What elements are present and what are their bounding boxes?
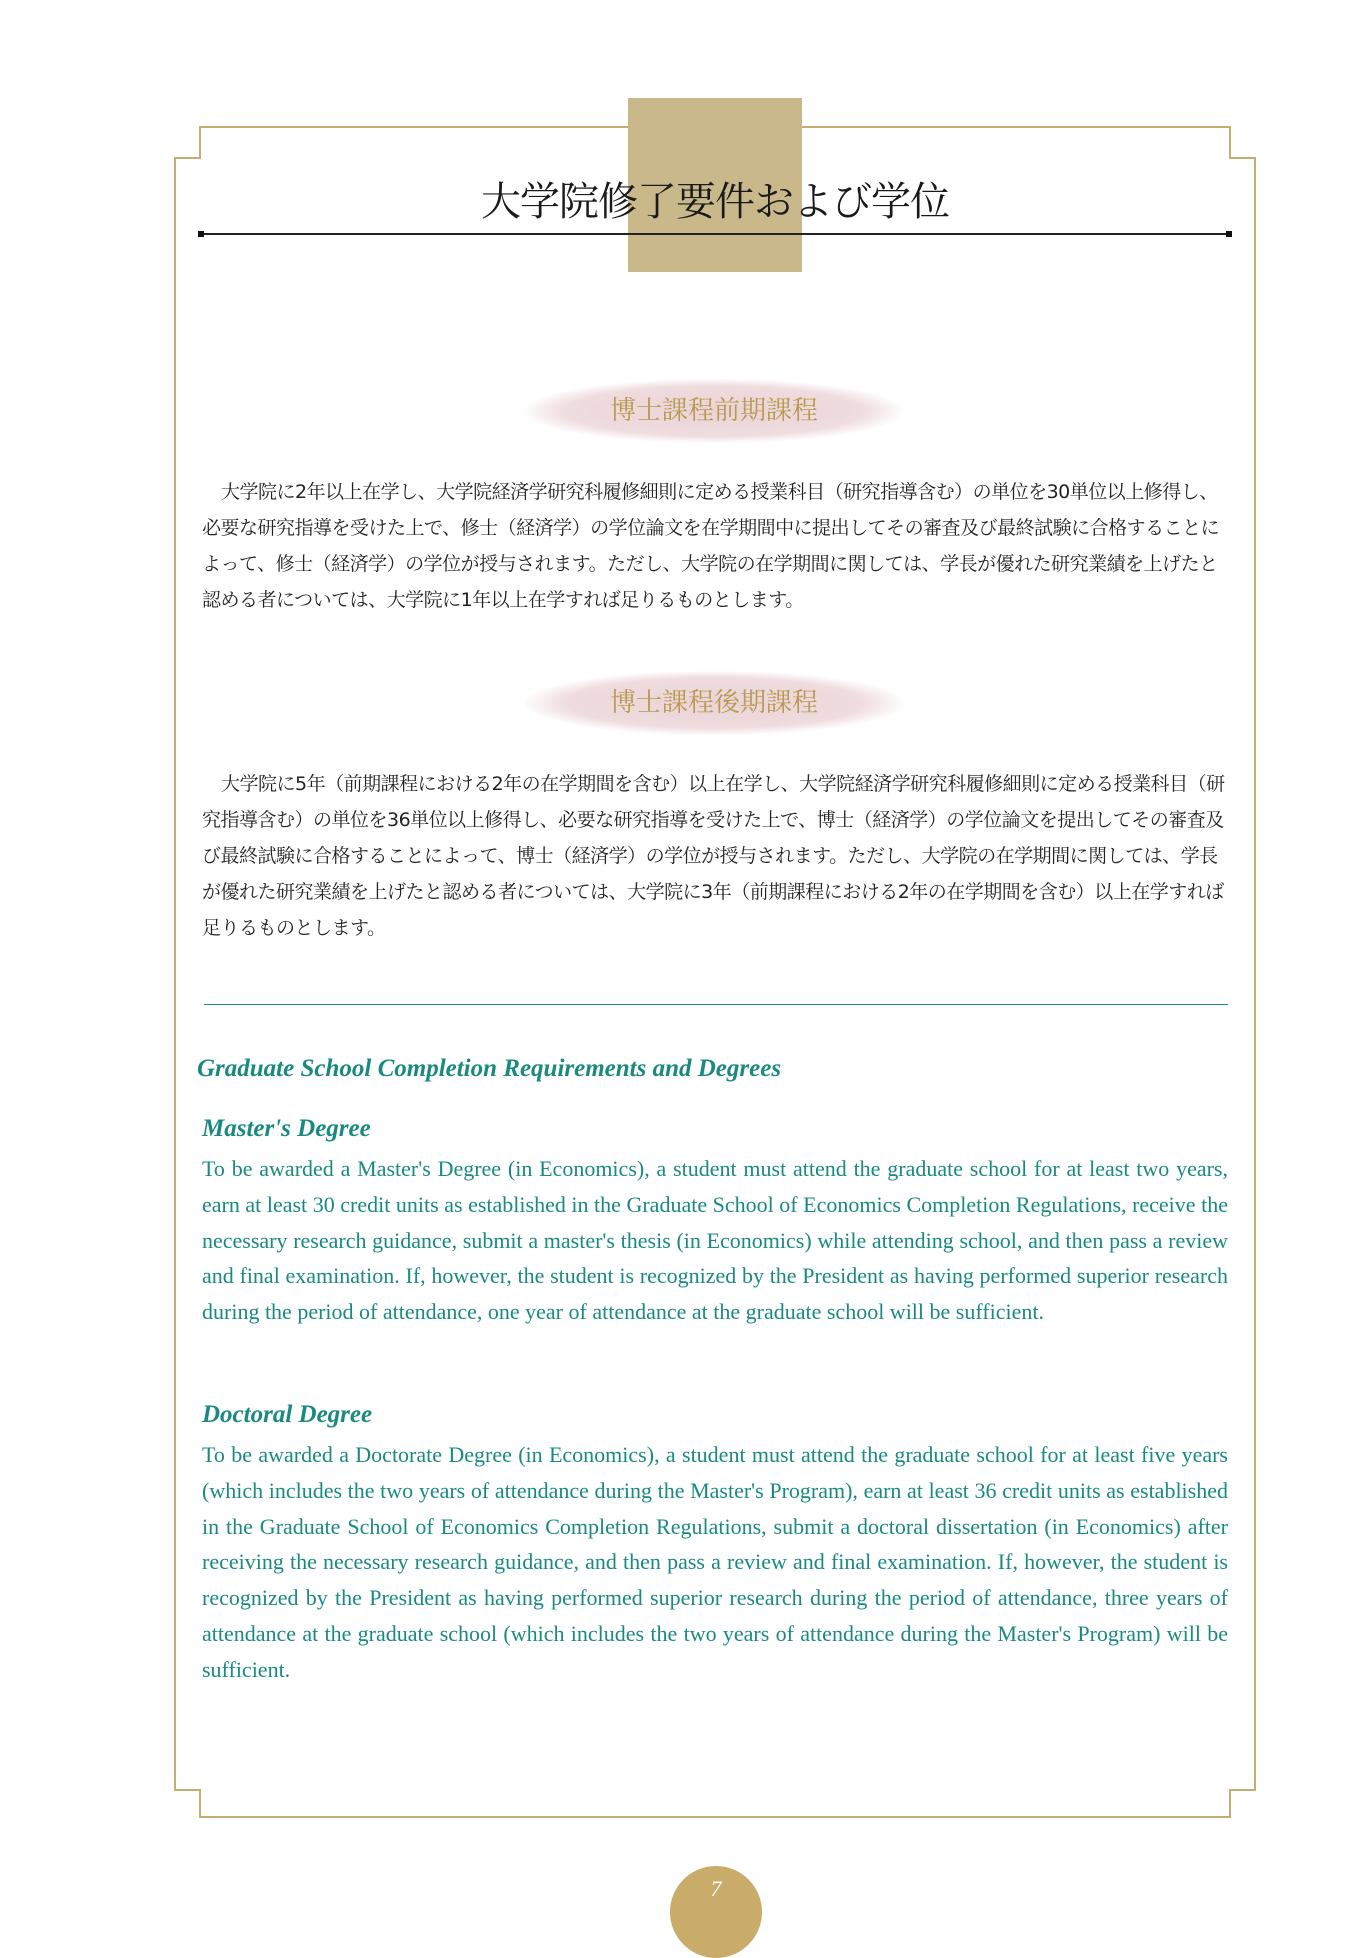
title-underline [200,233,1230,235]
masters-degree-heading: Master's Degree [202,1115,371,1142]
paragraph-doctoral-jp: 大学院に5年（前期課程における2年の在学期間を含む）以上在学し、大学院経済学研究科履修細則に定める授業科目（研究指導含む）の単位を36単位以上修得し、必要な研究指導を受けた上で、博士（経済学）の学位論文を提出してその審査及び最終試験に合格することによって、博士（経済学）の学位が授与されます。ただし、大学院の在学期間に関しては、学長が優れた研究業績を上げたと認める者については、大学院に3年（前期課程における2年の在学期間を含む）以上在学すれば足りるものとします。 [202,773,1225,939]
section-divider [204,1004,1228,1005]
paragraph-masters-jp: 大学院に2年以上在学し、大学院経済学研究科履修細則に定める授業科目（研究指導含む）の単位を30単位以上修得し、必要な研究指導を受けた上で、修士（経済学）の学位論文を在学期間中に提出してその審査及び最終試験に合格することによって、修士（経済学）の学位が授与されます。ただし、大学院の在学期間に関しては、学長が優れた研究業績を上げたと認める者については、大学院に1年以上在学すれば足りるものとします。 [202,481,1220,611]
english-section-title: Graduate School Completion Requirements and Degrees [197,1055,782,1082]
section-heading-doctoral-jp: 博士課程後期課程 [524,671,904,735]
doctoral-degree-heading: Doctoral Degree [202,1401,373,1428]
page-title: 大学院修了要件および学位 [481,179,949,225]
masters-degree-paragraph: To be awarded a Master's Degree (in Economics), a student must attend the graduate school for at least two years, earn at least 30 credit units as established in the Graduate School of Economics Completion Regulations, receive the necessary research guidance, submit a master's thesis (in Economics) while attending school, and then pass a review and final examination. If, however, the student is recognized by the President as having performed superior research during the period of attendance, one year of attendance at the graduate school will be sufficient. [202,1156,1228,1325]
section-heading-masters-jp: 博士課程前期課程 [524,379,904,443]
page-number: 7 [710,1876,722,1901]
doctoral-degree-paragraph: To be awarded a Doctorate Degree (in Economics), a student must attend the graduate school for at least five years (which includes the two years of attendance during the Master's Program), earn at least 36 credit units as established in the Graduate School of Economics Completion Regulations, submit a doctoral dissertation (in Economics) after receiving the necessary research guidance, and then pass a review and final examination. If, however, the student is recognized by the President as having performed superior research during the period of attendance, three years of attendance at the graduate school (which includes the two years of attendance during the Master's Program) will be sufficient. [202,1442,1228,1682]
